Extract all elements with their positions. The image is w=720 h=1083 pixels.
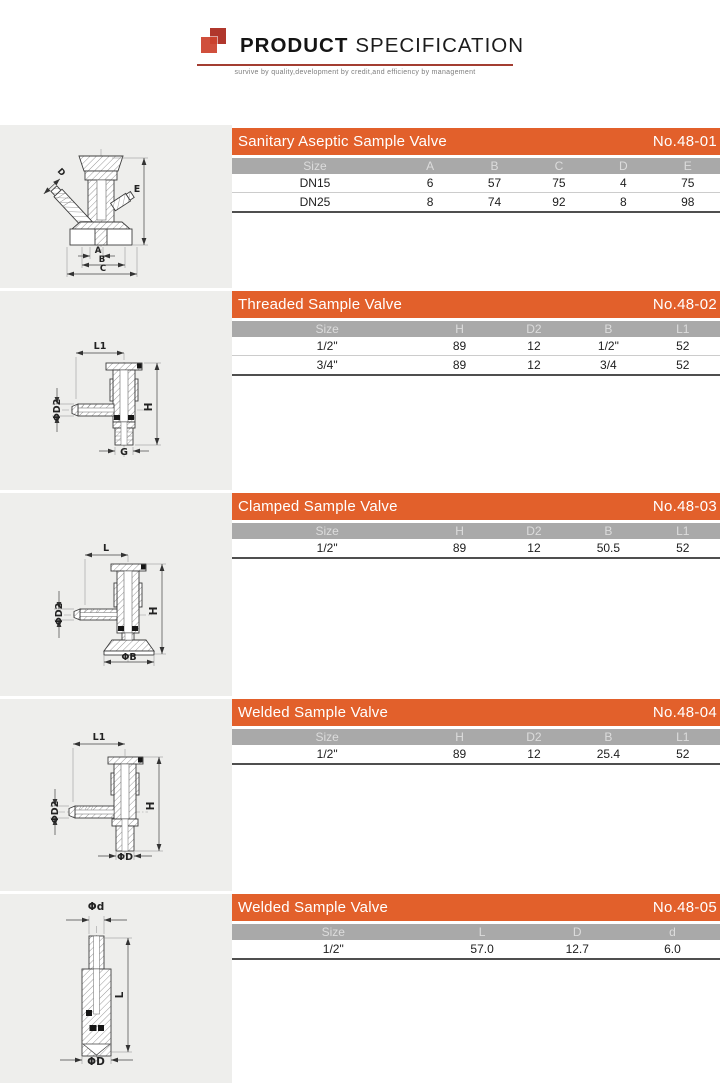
table-cell: 52	[646, 539, 720, 558]
table-header-row	[232, 158, 720, 174]
table-cell: 52	[646, 356, 720, 376]
column-header: C	[527, 158, 591, 174]
dim-label-b: ΦB	[121, 652, 137, 663]
table-cell: 1/2"	[232, 539, 422, 558]
dim-label-d2: ΦD2	[52, 398, 63, 422]
table-row	[232, 337, 720, 356]
table-header-row	[232, 523, 720, 539]
column-header: L1	[646, 523, 720, 539]
table-cell: 57.0	[435, 940, 530, 959]
table-cell: 1/2"	[232, 940, 435, 959]
column-header: Size	[232, 523, 422, 539]
page-header	[0, 0, 720, 125]
dim-label-d2: ΦD2	[50, 800, 61, 824]
table-header-row	[232, 924, 720, 940]
table-header-row	[232, 321, 720, 337]
section-number: No.48-03	[652, 498, 717, 515]
section-title: Welded Sample Valve	[238, 704, 388, 721]
welded-tube-drawing	[0, 894, 232, 1083]
table-cell: 8	[591, 193, 655, 213]
clamped-valve-drawing	[0, 493, 232, 696]
section-number: No.48-01	[652, 133, 717, 150]
column-header: Size	[232, 924, 435, 940]
header-tagline: survive by quality,development by credit,and efficiency by management	[234, 69, 476, 76]
drawing-panel-5	[0, 894, 232, 1083]
column-header: H	[422, 729, 496, 745]
table-cell: 25.4	[571, 745, 645, 764]
column-header: B	[462, 158, 526, 174]
column-header: B	[571, 321, 645, 337]
column-header: E	[656, 158, 720, 174]
section-title: Sanitary Aseptic Sample Valve	[238, 133, 447, 150]
sanitary-valve-drawing	[0, 125, 232, 288]
column-header: Size	[232, 729, 422, 745]
spec-table-1	[232, 158, 720, 213]
section-header-bar	[232, 291, 720, 318]
dim-label-l1: L1	[93, 341, 107, 352]
table-cell: 50.5	[571, 539, 645, 558]
spec-table-2	[232, 321, 720, 376]
table-cell: 8	[398, 193, 462, 213]
section-number: No.48-02	[652, 296, 717, 313]
table-cell: 52	[646, 337, 720, 356]
column-header: D	[591, 158, 655, 174]
table-cell: DN15	[232, 174, 398, 193]
table-cell: 89	[422, 539, 496, 558]
table-row	[232, 940, 720, 959]
table-cell: 52	[646, 745, 720, 764]
column-header: Size	[232, 158, 398, 174]
dim-label-g: G	[120, 447, 128, 458]
table-row	[232, 356, 720, 376]
page-title	[240, 33, 525, 60]
drawing-panel-4	[0, 699, 232, 891]
brand-logo-icon	[197, 28, 231, 59]
drawing-panel-3	[0, 493, 232, 696]
page-title-secondary: SPECIFICATION	[355, 33, 525, 57]
column-header: B	[571, 729, 645, 745]
threaded-valve-drawing	[0, 291, 232, 490]
column-header: D2	[497, 729, 571, 745]
dim-label-small-d: Φd	[87, 901, 105, 913]
dim-label-d2: ΦD2	[54, 602, 65, 626]
section-title: Threaded Sample Valve	[238, 296, 403, 313]
table-cell: 1/2"	[232, 745, 422, 764]
table-cell: 4	[591, 174, 655, 193]
dim-label-d: ΦD	[117, 852, 133, 863]
table-row	[232, 539, 720, 558]
section-header-bar	[232, 894, 720, 921]
table-cell: 57	[462, 174, 526, 193]
table-cell: 89	[422, 745, 496, 764]
table-cell: 75	[527, 174, 591, 193]
column-header: L1	[646, 729, 720, 745]
section-clamped	[0, 493, 720, 696]
dim-label-a: A	[94, 246, 102, 256]
table-cell: 12	[497, 337, 571, 356]
column-header: D2	[497, 321, 571, 337]
table-cell: 6.0	[625, 940, 720, 959]
table-cell: 12	[497, 745, 571, 764]
section-threaded	[0, 291, 720, 490]
section-sanitary-aseptic	[0, 125, 720, 288]
dim-label-b: B	[98, 255, 106, 265]
dim-label-l: L	[102, 543, 110, 554]
column-header: Size	[232, 321, 422, 337]
table-cell: 75	[656, 174, 720, 193]
dim-label-h: H	[145, 801, 157, 811]
section-header-bar	[232, 128, 720, 155]
header-divider	[197, 64, 513, 66]
table-header-row	[232, 729, 720, 745]
section-number: No.48-04	[652, 704, 717, 721]
table-cell: 12	[497, 539, 571, 558]
section-welded	[0, 699, 720, 891]
drawing-panel-1	[0, 125, 232, 288]
column-header: D	[530, 924, 625, 940]
dim-label-big-d: ΦD	[87, 1056, 105, 1068]
table-row	[232, 745, 720, 764]
column-header: H	[422, 321, 496, 337]
dim-label-h: H	[148, 606, 160, 616]
section-title: Clamped Sample Valve	[238, 498, 398, 515]
table-row	[232, 193, 720, 213]
dim-label-l1: L1	[92, 732, 106, 743]
section-header-bar	[232, 699, 720, 726]
table-cell: 89	[422, 356, 496, 376]
column-header: B	[571, 523, 645, 539]
table-row	[232, 174, 720, 193]
table-cell: DN25	[232, 193, 398, 213]
section-header-bar	[232, 493, 720, 520]
table-cell: 6	[398, 174, 462, 193]
table-cell: 3/4"	[232, 356, 422, 376]
column-header: L	[435, 924, 530, 940]
spec-table-5	[232, 924, 720, 960]
welded-valve-drawing	[0, 699, 232, 891]
section-title: Welded Sample Valve	[238, 899, 388, 916]
table-cell: 3/4	[571, 356, 645, 376]
table-cell: 12	[497, 356, 571, 376]
column-header: D2	[497, 523, 571, 539]
column-header: A	[398, 158, 462, 174]
table-cell: 74	[462, 193, 526, 213]
drawing-panel-2	[0, 291, 232, 490]
section-welded-tube	[0, 894, 720, 1083]
dim-label-e: E	[133, 184, 141, 195]
section-number: No.48-05	[652, 899, 717, 916]
dim-label-d: D	[54, 166, 67, 179]
table-cell: 98	[656, 193, 720, 213]
column-header: H	[422, 523, 496, 539]
column-header: L1	[646, 321, 720, 337]
dim-label-h: H	[143, 402, 155, 412]
page-title-primary: PRODUCT	[240, 33, 349, 57]
table-cell: 12.7	[530, 940, 625, 959]
table-cell: 89	[422, 337, 496, 356]
spec-table-4	[232, 729, 720, 765]
table-cell: 1/2"	[571, 337, 645, 356]
spec-table-3	[232, 523, 720, 559]
dim-label-c: C	[99, 264, 107, 274]
table-cell: 92	[527, 193, 591, 213]
column-header: d	[625, 924, 720, 940]
table-cell: 1/2"	[232, 337, 422, 356]
dim-label-l: L	[114, 991, 126, 999]
logo-square-light	[201, 37, 217, 53]
